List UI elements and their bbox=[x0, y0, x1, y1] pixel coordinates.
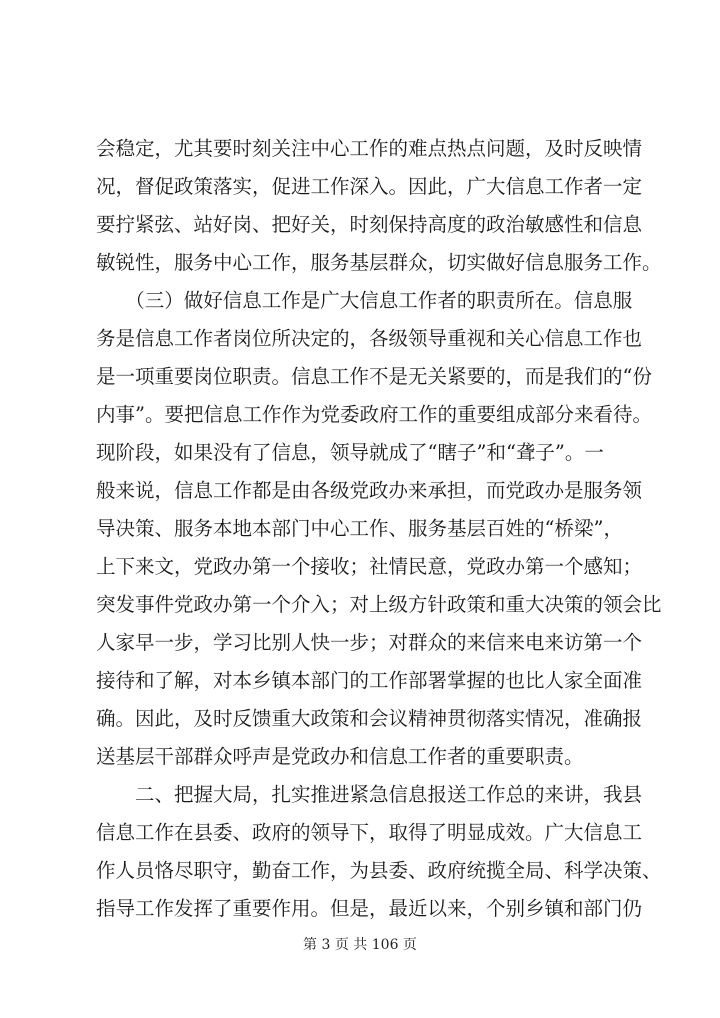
text-line: 二、把握大局，扎实推进紧急信息报送工作总的来讲，我县 bbox=[96, 783, 643, 806]
text-line: （三）做好信息工作是广大信息工作者的职责所在。信息服 bbox=[96, 289, 633, 312]
body-text bbox=[96, 130, 662, 928]
text-line: 况，督促政策落实，促进工作深入。因此，广大信息工作者一定 bbox=[96, 175, 643, 198]
text-line: 突发事件党政办第一个介入；对上级方针政策和重大决策的领会比 bbox=[96, 593, 662, 616]
text-line: 信息工作在县委、政府的领导下，取得了明显成效。广大信息工 bbox=[96, 821, 643, 844]
text-line: 接待和了解，对本乡镇本部门的工作部署掌握的也比人家全面准 bbox=[96, 669, 643, 692]
text-line: 现阶段，如果没有了信息，领导就成了“瞎子”和“聋子”。一 bbox=[96, 441, 604, 464]
text-line: 敏锐性，服务中心工作，服务基层群众，切实做好信息服务工作。 bbox=[96, 251, 662, 274]
text-line: 作人员恪尽职守，勤奋工作，为县委、政府统揽全局、科学决策、 bbox=[96, 859, 662, 882]
text-line: 务是信息工作者岗位所决定的，各级领导重视和关心信息工作也 bbox=[96, 327, 643, 350]
text-line: 内事”。要把信息工作作为党委政府工作的重要组成部分来看待。 bbox=[96, 403, 652, 426]
text-line: 是一项重要岗位职责。信息工作不是无关紧要的，而是我们的“份 bbox=[96, 365, 652, 388]
text-line: 确。因此，及时反馈重大政策和会议精神贯彻落实情况，准确报 bbox=[96, 707, 643, 730]
text-line: 导决策、服务本地本部门中心工作、服务基层百姓的“桥梁”， bbox=[96, 517, 623, 540]
text-line: 人家早一步，学习比别人快一步；对群众的来信来电来访第一个 bbox=[96, 631, 643, 654]
text-line: 指导工作发挥了重要作用。但是，最近以来，个别乡镇和部门仍 bbox=[96, 897, 643, 920]
text-line: 送基层干部群众呼声是党政办和信息工作者的重要职责。 bbox=[96, 745, 584, 768]
text-line: 上下来文，党政办第一个接收；社情民意，党政办第一个感知； bbox=[96, 555, 643, 578]
text-line: 要拧紧弦、站好岗、把好关，时刻保持高度的政治敏感性和信息 bbox=[96, 213, 643, 236]
text-line: 会稳定，尤其要时刻关注中心工作的难点热点问题，及时反映情 bbox=[96, 137, 643, 160]
page-number-footer: 第 3 页 共 106 页 bbox=[303, 937, 417, 953]
text-line: 般来说，信息工作都是由各级党政办来承担，而党政办是服务领 bbox=[96, 479, 643, 502]
